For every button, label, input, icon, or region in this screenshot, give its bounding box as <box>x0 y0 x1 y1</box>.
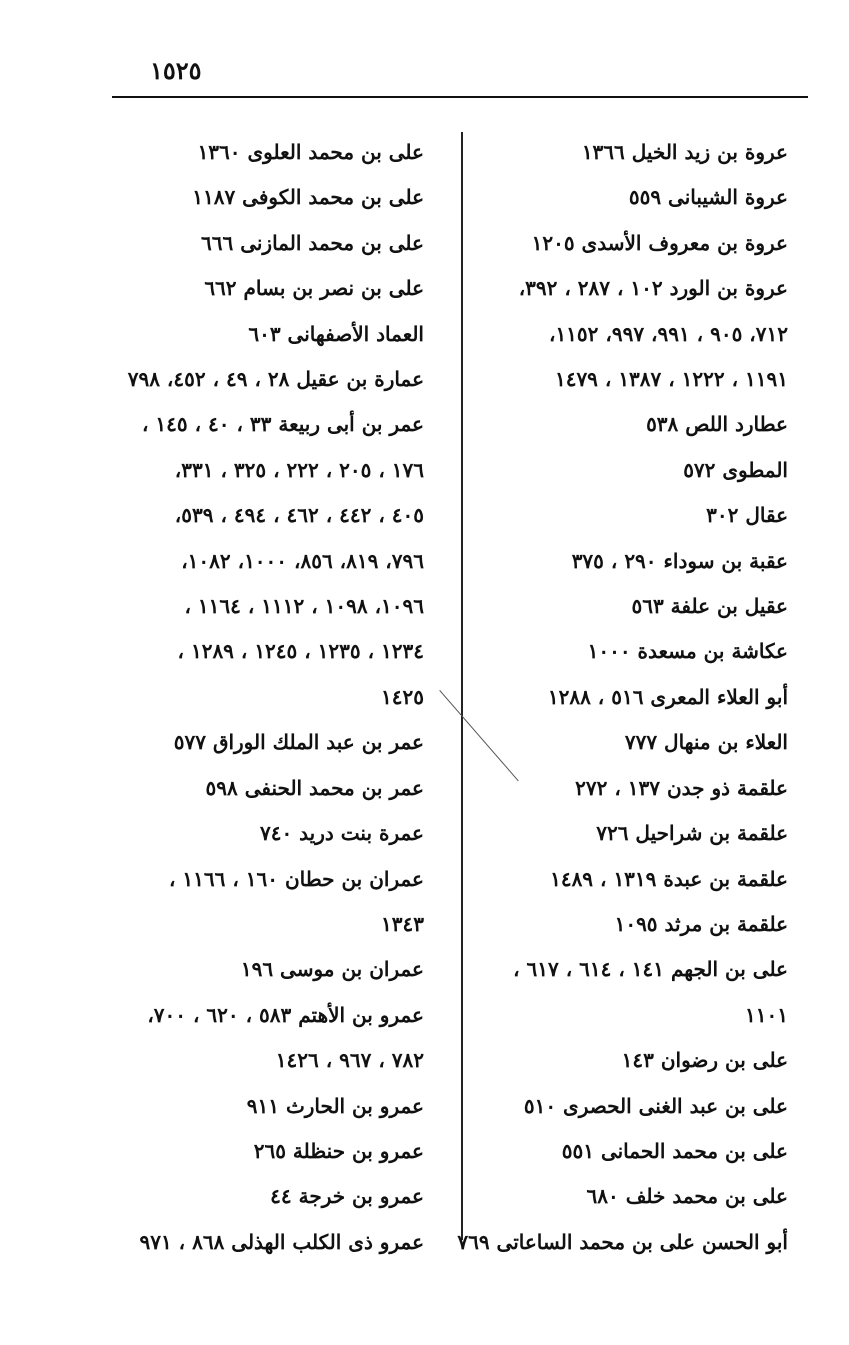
index-entry: على بن الجهم ١٤١ ، ٦١٤ ، ٦١٧ ، <box>513 957 788 982</box>
header-rule <box>112 96 808 98</box>
index-entry: ١٢٣٤ ، ١٢٣٥ ، ١٢٤٥ ، ١٢٨٩ ، <box>177 639 424 664</box>
index-entry: عمران بن موسى ١٩٦ <box>240 957 424 982</box>
index-entry: على بن محمد خلف ٦٨٠ <box>586 1184 788 1209</box>
index-entry: عمرة بنت دريد ٧٤٠ <box>259 821 424 846</box>
index-entry: ١٣٤٣ <box>381 911 424 936</box>
index-entry: على بن عبد الغنى الحصرى ٥١٠ <box>523 1093 788 1118</box>
index-entry: عروة بن زيد الخيل ١٣٦٦ <box>581 140 788 164</box>
index-column-left <box>106 130 424 1265</box>
index-entry: عمرو بن خرجة ٤٤ <box>270 1184 424 1209</box>
index-entry: علقمة بن مرثد ١٠٩٥ <box>614 911 788 936</box>
index-entry: عروة الشيبانى ٥٥٩ <box>628 185 788 210</box>
index-entry: على بن محمد العلوى ١٣٦٠ <box>197 140 424 164</box>
index-entry: على بن محمد الحمانى ٥٥١ <box>561 1138 788 1163</box>
index-entry: عكاشة بن مسعدة ١٠٠٠ <box>587 639 788 664</box>
index-entry: على بن محمد المازنى ٦٦٦ <box>201 230 424 255</box>
index-entry: عمر بن أبى ربيعة ٣٣ ، ٤٠ ، ١٤٥ ، <box>141 412 424 437</box>
index-entry: أبو العلاء المعرى ٥١٦ ، ١٢٨٨ <box>547 684 788 709</box>
index-entry: عقيل بن علفة ٥٦٣ <box>631 594 788 619</box>
index-entry: عمرو بن حنظلة ٢٦٥ <box>253 1138 424 1163</box>
index-entry: عمرو بن الأهتم ٥٨٣ ، ٦٢٠ ، ٧٠٠، <box>147 1002 424 1027</box>
index-entry: ١٧٦ ، ٢٠٥ ، ٢٢٢ ، ٣٢٥ ، ٣٣١، <box>174 457 424 482</box>
index-entry: ٧١٢، ٩٠٥ ، ٩٩١، ٩٩٧، ١١٥٢، <box>548 321 788 346</box>
index-entry: عطارد اللص ٥٣٨ <box>646 412 788 437</box>
index-entry: ٧٨٢ ، ٩٦٧ ، ١٤٢٦ <box>275 1048 424 1073</box>
index-entry: ١١٩١ ، ١٢٢٢ ، ١٣٨٧ ، ١٤٧٩ <box>554 367 788 392</box>
index-entry: عروة بن معروف الأسدى ١٢٠٥ <box>531 230 788 255</box>
index-entry: ٤٠٥ ، ٤٤٢ ، ٤٦٢ ، ٤٩٤ ، ٥٣٩، <box>174 503 424 528</box>
index-entry: علقمة بن عبدة ١٣١٩ ، ١٤٨٩ <box>550 866 788 891</box>
page-number: ١٥٢٥ <box>150 56 202 85</box>
index-entry: على بن رضوان ١٤٣ <box>621 1048 788 1073</box>
index-entry: ١١٠١ <box>745 1002 788 1027</box>
index-entry: علقمة بن شراحيل ٧٢٦ <box>596 821 788 846</box>
index-entry: عقال ٣٠٢ <box>706 503 788 528</box>
index-entry: عمرو بن الحارث ٩١١ <box>246 1093 424 1118</box>
index-entry: على بن محمد الكوفى ١١٨٧ <box>192 185 424 210</box>
index-entry: عمارة بن عقيل ٢٨ ، ٤٩ ، ٤٥٢، ٧٩٨ <box>127 367 424 392</box>
index-entry: عروة بن الورد ١٠٢ ، ٢٨٧ ، ٣٩٢، <box>518 276 788 301</box>
index-entry: ٧٩٦، ٨١٩، ٨٥٦، ١٠٠٠، ١٠٨٢، <box>181 548 424 573</box>
index-entry: ١٠٩٦، ١٠٩٨ ، ١١١٢ ، ١١٦٤ ، <box>184 594 424 619</box>
index-column-right <box>457 130 788 1265</box>
index-entry: علقمة ذو جدن ١٣٧ ، ٢٧٢ <box>575 775 788 800</box>
index-entry: العماد الأصفهانى ٦٠٣ <box>248 321 424 346</box>
index-entry: المطوى ٥٧٢ <box>683 457 788 482</box>
index-entry: عمر بن عبد الملك الوراق ٥٧٧ <box>173 730 424 755</box>
index-entry: على بن نصر بن بسام ٦٦٢ <box>204 276 424 301</box>
index-entry: عمرو ذى الكلب الهذلى ٨٦٨ ، ٩٧١ <box>139 1229 424 1254</box>
index-entry: عقبة بن سوداء ٢٩٠ ، ٣٧٥ <box>571 548 788 573</box>
column-divider <box>461 132 463 1240</box>
index-entry: العلاء بن منهال ٧٧٧ <box>624 730 788 755</box>
index-entry: عمر بن محمد الحنفى ٥٩٨ <box>205 775 424 800</box>
index-entry: عمران بن حطان ١٦٠ ، ١١٦٦ ، <box>168 866 424 891</box>
index-entry: ١٤٢٥ <box>381 684 424 709</box>
index-entry: أبو الحسن على بن محمد الساعاتى ٧٦٩ <box>457 1229 788 1254</box>
